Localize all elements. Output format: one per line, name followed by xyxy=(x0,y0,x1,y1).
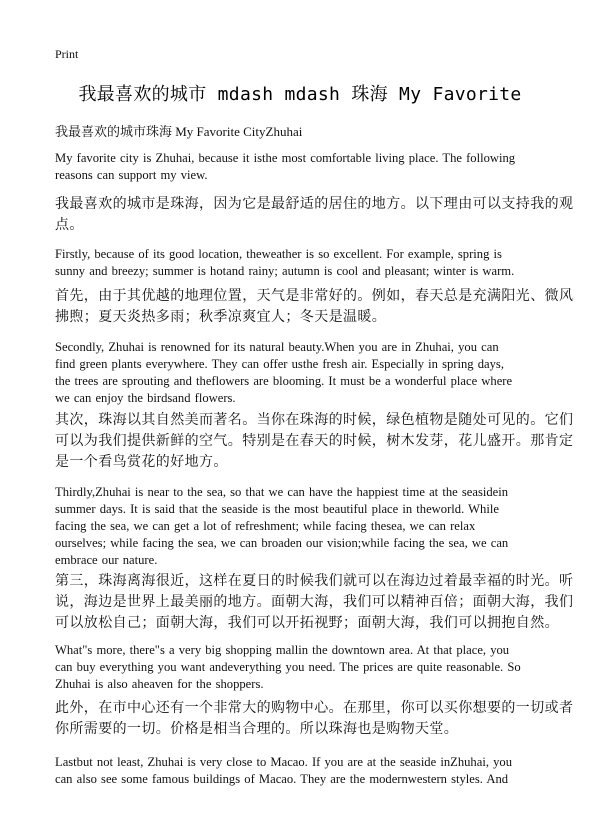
text-line: 此外，在市中心还有一个非常大的购物中心。在那里，你可以买你想要的一切或者 xyxy=(55,700,574,716)
paragraph-firstly-en xyxy=(55,246,547,280)
document-subtitle: 我最喜欢的城市珠海 My Favorite CityZhuhai xyxy=(55,124,303,139)
text-line: Zhuhai is also aheaven for the shoppers. xyxy=(55,677,264,691)
text-line: 我最喜欢的城市是珠海，因为它是最舒适的居住的地方。以下理由可以支持我的观 xyxy=(55,196,574,212)
text-line: Secondly, Zhuhai is renowned for its natural beauty.When you are in Zhuhai, you can xyxy=(55,340,499,354)
paragraph-thirdly-zh xyxy=(55,571,574,634)
text-line: 可以放松自己；面朝大海，我们可以开拓视野；面朝大海，我们可以拥抱自然。 xyxy=(55,615,559,631)
text-line: sunny and breezy; summer is hotand rainy; autumn is cool and pleasant; winter is warm. xyxy=(55,264,515,278)
text-line: the trees are sprouting and theflowers are blooming. It must be a wonderful place where xyxy=(55,374,513,388)
text-line: can buy everything you want andeverything you need. The prices are quite reasonable. So xyxy=(55,660,521,674)
text-line: 其次，珠海以其自然美而著名。当你在珠海的时候，绿色植物是随处可见的。它们 xyxy=(55,412,574,428)
text-line: find green plants everywhere. They can offer usthe fresh air. Especially in spring days, xyxy=(55,357,504,371)
paragraph-intro-zh xyxy=(55,194,574,236)
text-line: 可以为我们提供新鲜的空气。特别是在春天的时候，树木发芽，花儿盛开。那肯定 xyxy=(55,433,574,449)
text-line: 第三，珠海离海很近，这样在夏日的时候我们就可以在海边过着最幸福的时光。听 xyxy=(55,573,574,589)
paragraph-firstly-zh xyxy=(55,286,574,328)
paragraph-secondly-zh xyxy=(55,410,574,473)
text-line: Thirdly,Zhuhai is near to the sea, so that we can have the happiest time at the seasidein xyxy=(55,485,509,499)
paragraph-thirdly-en xyxy=(55,484,547,569)
paragraph-secondly-en xyxy=(55,339,547,407)
text-line: can also see some famous buildings of Macao. They are the modernwestern styles. And xyxy=(55,772,509,786)
text-line: 说，海边是世界上最美丽的地方。面朝大海，我们可以精神百倍；面朝大海，我们 xyxy=(55,594,574,610)
text-line: summer days. It is said that the seaside is the most beautiful place in theworld. While xyxy=(55,502,499,516)
text-line: facing the sea, we can get a lot of refreshment; while facing thesea, we can relax xyxy=(55,519,476,533)
text-line: we can enjoy the birdsand flowers. xyxy=(55,391,236,405)
paragraph-lastly-en xyxy=(55,754,547,788)
paragraph-intro-en xyxy=(55,150,547,184)
text-line: embrace our nature. xyxy=(55,553,158,567)
text-line: 点。 xyxy=(55,217,84,233)
text-line: ourselves; while facing the sea, we can broaden our vision;while facing the sea, we can xyxy=(55,536,509,550)
text-line: 首先，由于其优越的地理位置，天气是非常好的。例如，春天总是充满阳光、微风 xyxy=(55,288,574,304)
text-line: My favorite city is Zhuhai, because it isthe most comfortable living place. The following xyxy=(55,151,516,165)
text-line: 拂煦；夏天炎热多雨；秋季凉爽宜人；冬天是温暖。 xyxy=(55,309,387,325)
page-title: 我最喜欢的城市 mdash mdash 珠海 My Favorite xyxy=(78,84,522,105)
text-line: Firstly, because of its good location, theweather is so excellent. For example, spring is xyxy=(55,247,502,261)
text-line: 是一个看鸟赏花的好地方。 xyxy=(55,454,228,470)
text-line: reasons can support my view. xyxy=(55,168,208,182)
text-line: Lastbut not least, Zhuhai is very close to Macao. If you are at the seaside inZhuhai, you xyxy=(55,755,513,769)
text-line: What"s more, there"s a very big shopping mallin the downtown area. At that place, you xyxy=(55,643,510,657)
paragraph-shopping-en xyxy=(55,642,547,693)
text-line: 你所需要的一切。价格是相当合理的。所以珠海也是购物天堂。 xyxy=(55,721,459,737)
print-link[interactable]: Print xyxy=(55,47,79,61)
paragraph-shopping-zh xyxy=(55,698,574,740)
